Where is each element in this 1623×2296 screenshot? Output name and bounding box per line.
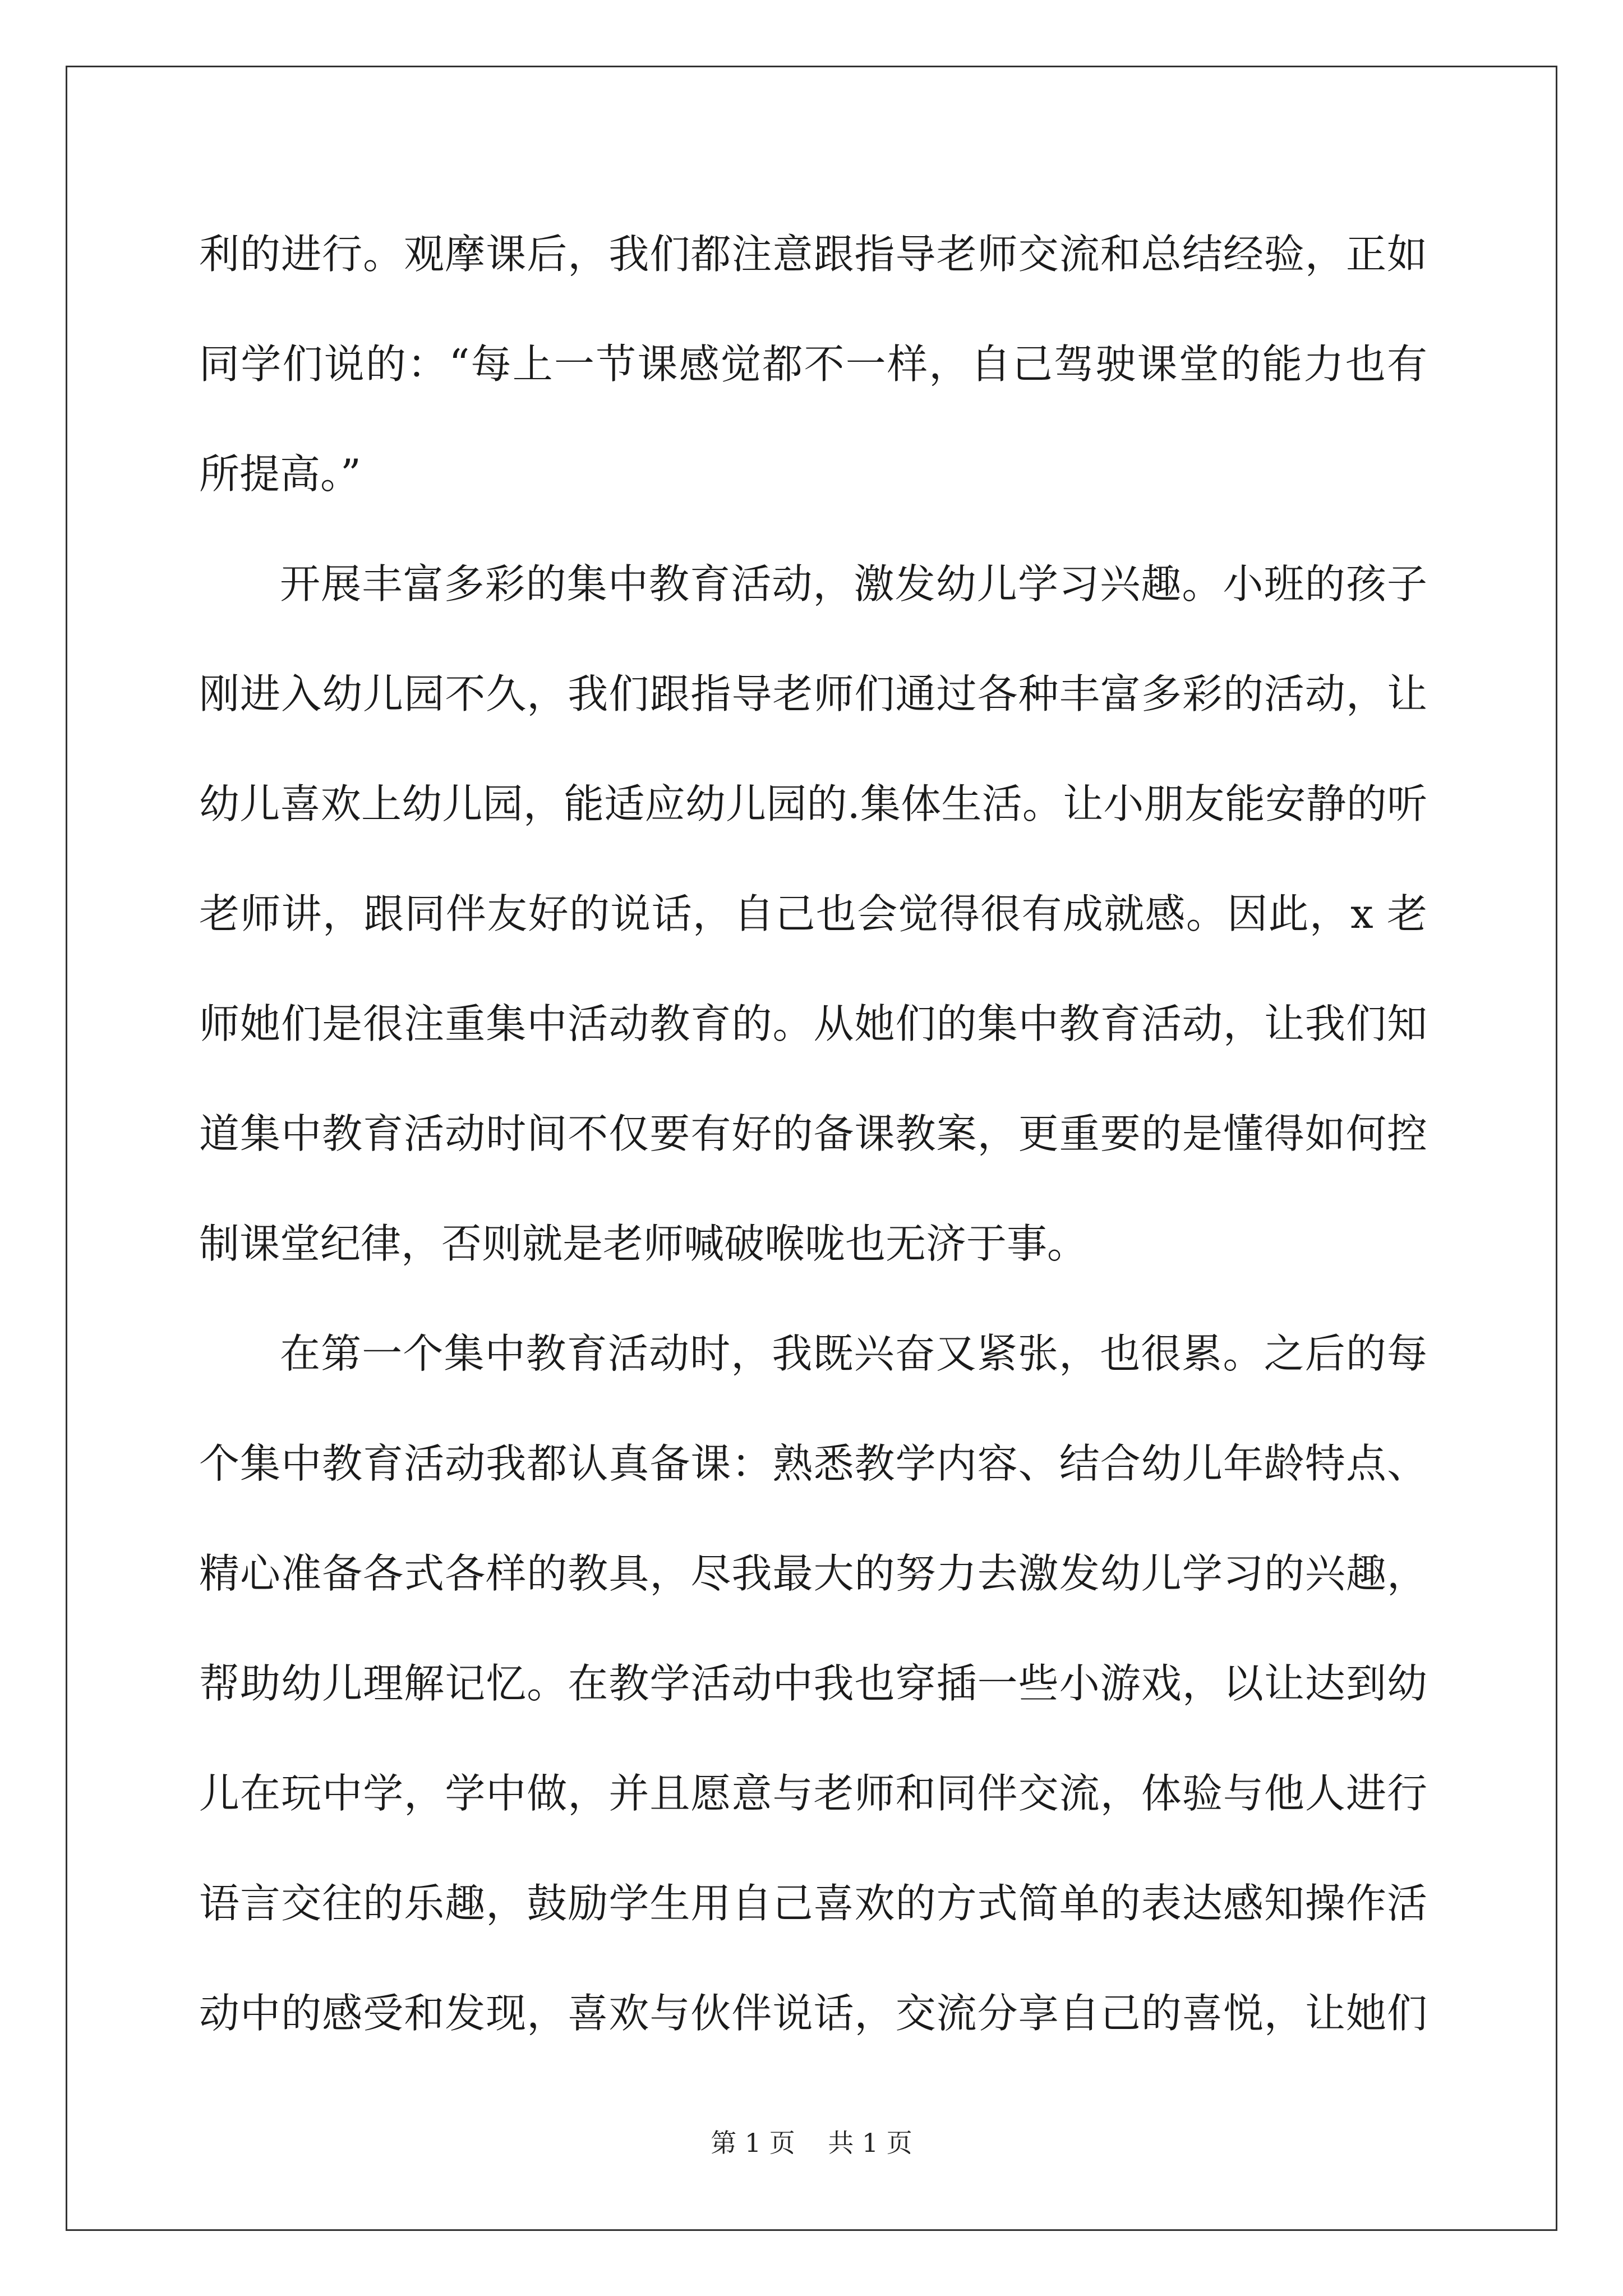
text-line: 刚进入幼儿园不久，我们跟指导老师们通过各种丰富多彩的活动，让: [199, 670, 1427, 717]
text-line: 帮助幼儿理解记忆。在教学活动中我也穿插一些小游戏，以让达到幼: [199, 1660, 1427, 1707]
text-line: 幼儿喜欢上幼儿园，能适应幼儿园的.集体生活。让小朋友能安静的听: [199, 780, 1427, 827]
page-number: 第 1 页: [711, 2128, 795, 2158]
text-line: 精心准备各式各样的教具，尽我最大的努力去激发幼儿学习的兴趣，: [199, 1550, 1427, 1597]
text-line: 在第一个集中教育活动时，我既兴奋又紧张，也很累。之后的每: [280, 1330, 1427, 1377]
page-footer: [0, 2126, 1623, 2160]
text-line: 儿在玩中学，学中做，并且愿意与老师和同伴交流，体验与他人进行: [199, 1770, 1427, 1817]
page-total: 共 1 页: [828, 2128, 912, 2158]
text-line: 动中的感受和发现，喜欢与伙伴说话，交流分享自己的喜悦，让她们: [199, 1990, 1427, 2037]
text-line: 利的进行。观摩课后，我们都注意跟指导老师交流和总结经验，正如: [199, 231, 1427, 278]
text-line: 老师讲，跟同伴友好的说话，自己也会觉得很有成就感。因此，x 老: [199, 890, 1427, 937]
text-line: 道集中教育活动时间不仅要有好的备课教案，更重要的是懂得如何控: [199, 1110, 1427, 1157]
text-line: 制课堂纪律，否则就是老师喊破喉咙也无济于事。: [199, 1220, 1088, 1267]
text-line: 师她们是很注重集中活动教育的。从她们的集中教育活动，让我们知: [199, 1000, 1427, 1047]
text-line: 个集中教育活动我都认真备课：熟悉教学内容、结合幼儿年龄特点、: [199, 1440, 1427, 1487]
paragraph: [199, 529, 1427, 1299]
text-line: 语言交往的乐趣，鼓励学生用自己喜欢的方式简单的表达感知操作活: [199, 1880, 1427, 1927]
text-line: 开展丰富多彩的集中教育活动，激发幼儿学习兴趣。小班的孩子: [280, 560, 1427, 608]
paragraph: [199, 199, 1427, 529]
document-body: [199, 199, 1427, 2068]
text-line: 所提高。”: [199, 450, 361, 498]
paragraph: [199, 1299, 1427, 2068]
text-line: 同学们说的：“每上一节课感觉都不一样，自己驾驶课堂的能力也有: [199, 341, 1427, 388]
